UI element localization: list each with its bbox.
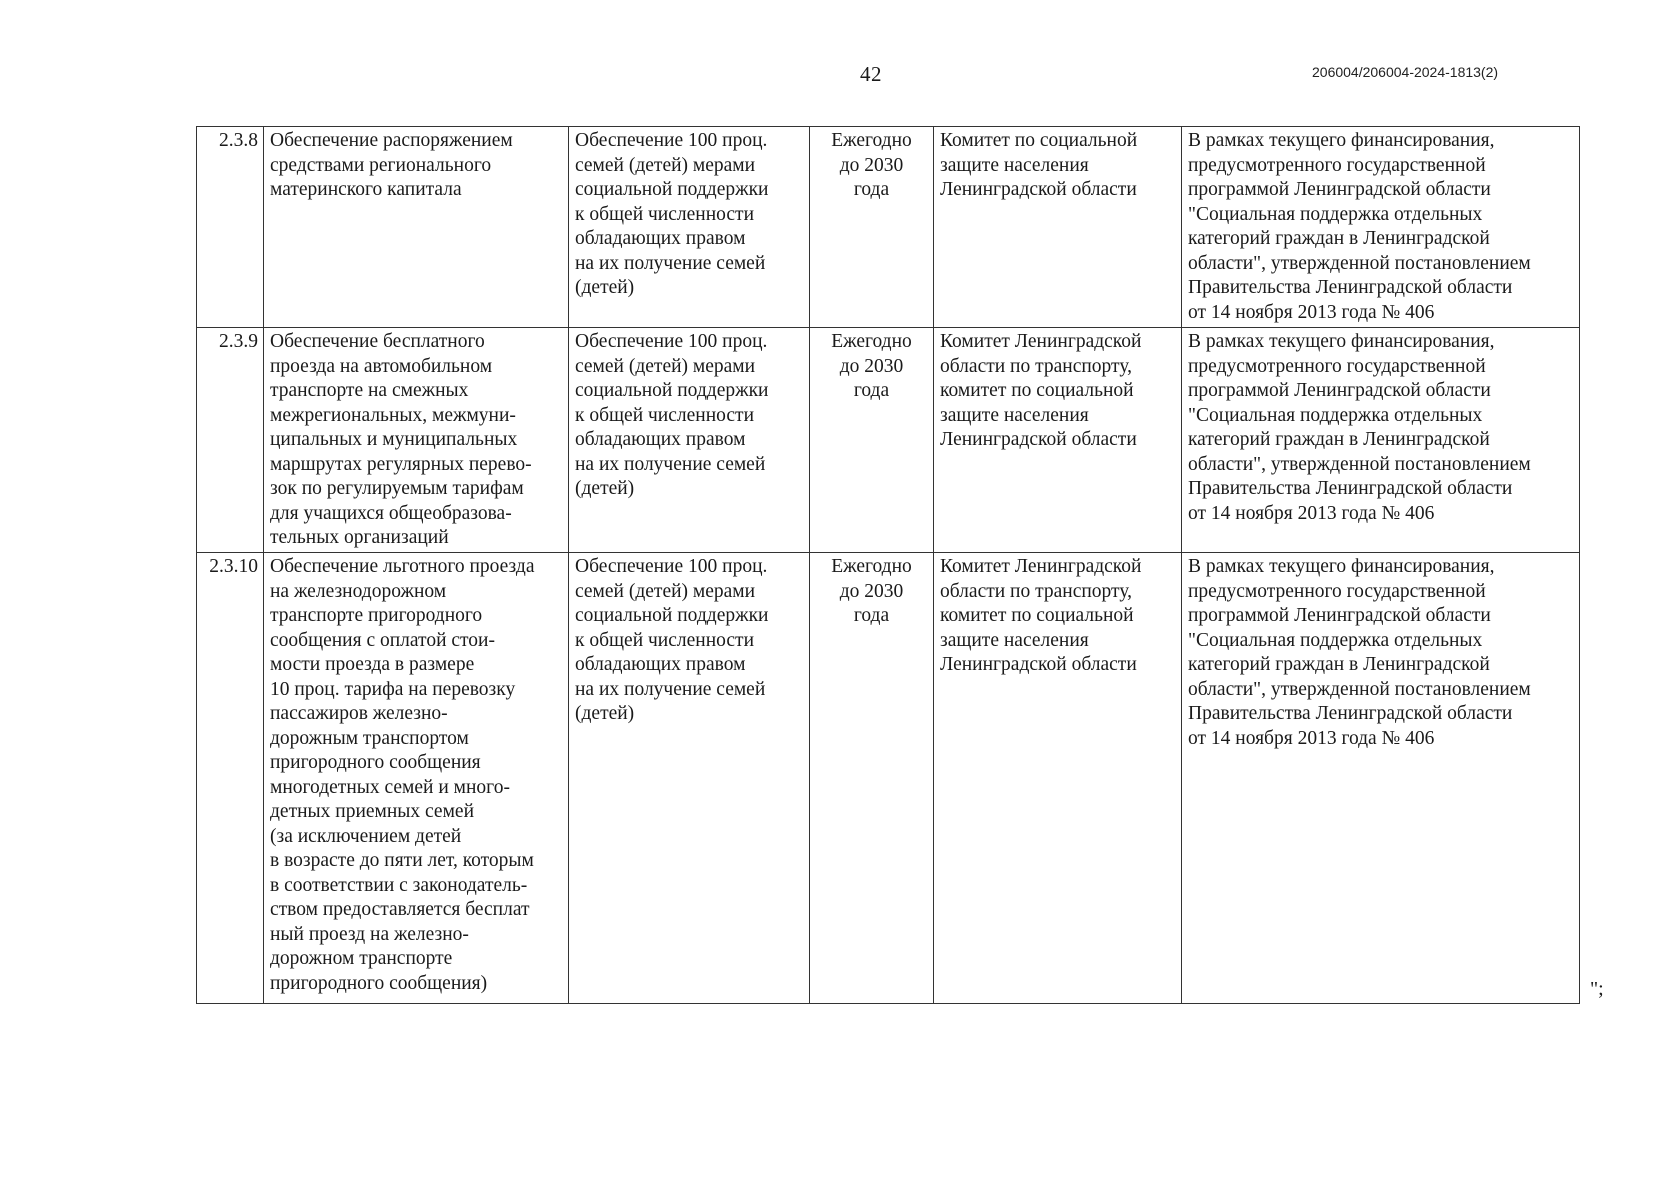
row-number: 2.3.8	[197, 127, 264, 328]
row-number: 2.3.9	[197, 328, 264, 553]
table-row	[197, 127, 1580, 328]
measure-description: Обеспечение бесплатного проезда на автомобильном транспорте на смежных межрегиональных, межмуни- ципальных и муниципальных маршрутах регулярных перево- зок по регулируемым тарифам для учащихся общеобразова- тельных организаций	[264, 328, 569, 553]
measure-description: Обеспечение льготного проезда на железнодорожном транспорте пригородного сообщения с оплатой стои- мости проезда в размере 10 проц. тарифа на перевозку пассажиров железно- дорожным транспортом пригородного сообщения многодетных семей и много- детных приемных семей (за исключением детей в возрасте до пяти лет, которым в соответствии с законодатель- ством предоставляется бесплат ный проезд на железно- дорожном транспорте пригородного сообщения)	[264, 553, 569, 1004]
executor-cell: Комитет Ленинградской области по транспорту, комитет по социальной защите населения Ленинградской области	[934, 553, 1182, 1004]
closing-quote-mark: ";	[1590, 978, 1604, 1000]
deadline-cell: Ежегодно до 2030 года	[810, 127, 934, 328]
financing-cell: В рамках текущего финансирования, предусмотренного государственной программой Ленинградской области "Социальная поддержка отдельных категорий граждан в Ленинградской области", утвержденной постановлением Правительства Ленинградской области от 14 ноября 2013 года № 406	[1182, 328, 1580, 553]
measures-table	[196, 126, 1580, 1004]
financing-cell: В рамках текущего финансирования, предусмотренного государственной программой Ленинградской области "Социальная поддержка отдельных категорий граждан в Ленинградской области", утвержденной постановлением Правительства Ленинградской области от 14 ноября 2013 года № 406	[1182, 553, 1580, 1004]
document-code: 206004/206004-2024-1813(2)	[1312, 64, 1499, 80]
deadline-cell: Ежегодно до 2030 года	[810, 328, 934, 553]
indicator-cell: Обеспечение 100 проц. семей (детей) мерами социальной поддержки к общей численности обладающих правом на их получение семей (детей)	[569, 553, 810, 1004]
table-row	[197, 553, 1580, 1004]
indicator-cell: Обеспечение 100 проц. семей (детей) мерами социальной поддержки к общей численности обладающих правом на их получение семей (детей)	[569, 328, 810, 553]
financing-cell: В рамках текущего финансирования, предусмотренного государственной программой Ленинградской области "Социальная поддержка отдельных категорий граждан в Ленинградской области", утвержденной постановлением Правительства Ленинградской области от 14 ноября 2013 года № 406	[1182, 127, 1580, 328]
row-number: 2.3.10	[197, 553, 264, 1004]
executor-cell: Комитет Ленинградской области по транспорту, комитет по социальной защите населения Ленинградской области	[934, 328, 1182, 553]
measure-description: Обеспечение распоряжением средствами регионального материнского капитала	[264, 127, 569, 328]
deadline-cell: Ежегодно до 2030 года	[810, 553, 934, 1004]
executor-cell: Комитет по социальной защите населения Ленинградской области	[934, 127, 1182, 328]
page-number: 42	[860, 62, 882, 86]
table-row	[197, 328, 1580, 553]
indicator-cell: Обеспечение 100 проц. семей (детей) мерами социальной поддержки к общей численности обладающих правом на их получение семей (детей)	[569, 127, 810, 328]
